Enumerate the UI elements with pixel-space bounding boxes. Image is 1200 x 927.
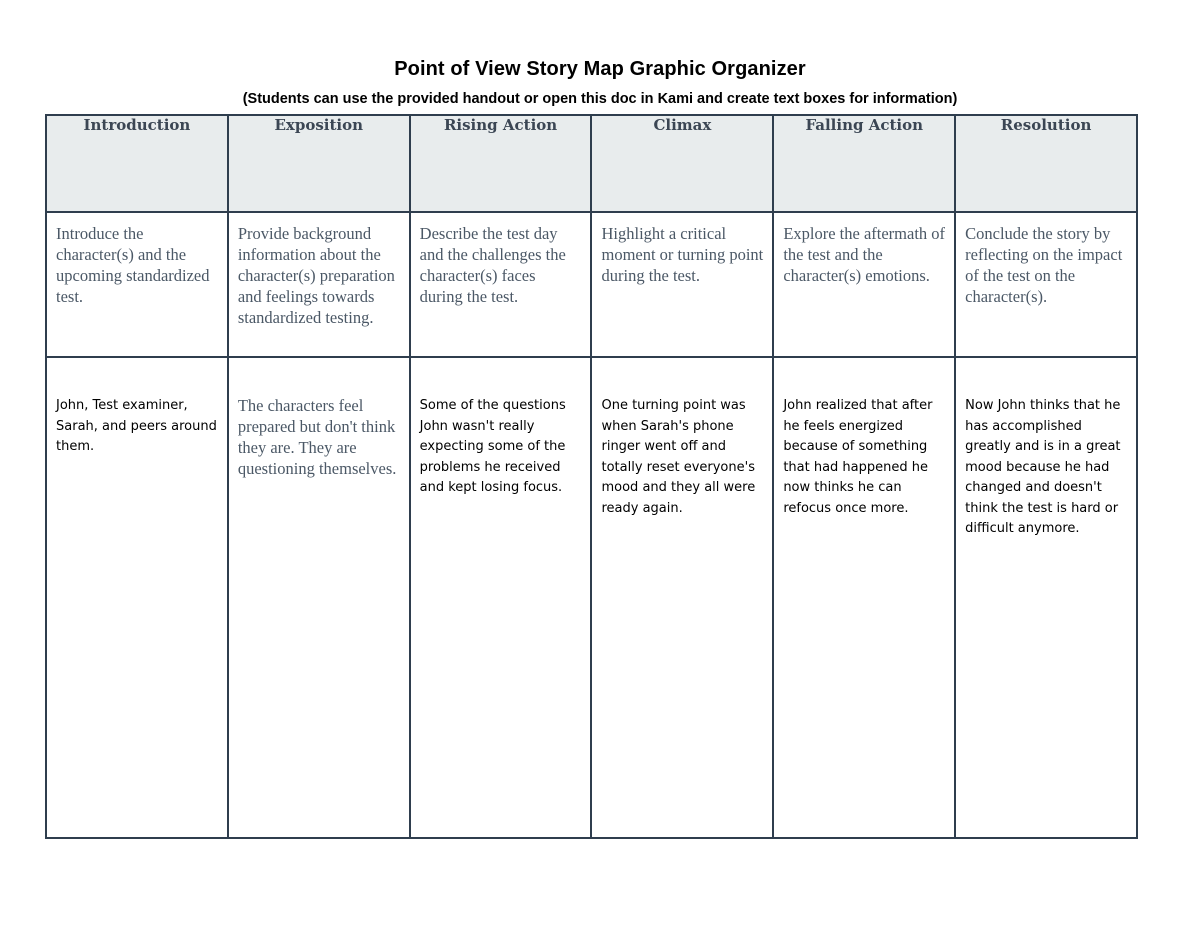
prompt-text: Introduce the character(s) and the upcoming standardized test.: [56, 224, 210, 306]
answer-cell-introduction[interactable]: [46, 357, 228, 838]
answer-row: [46, 357, 1137, 838]
prompt-row: [46, 212, 1137, 357]
prompt-text: Describe the test day and the challenges the character(s) faces during the test.: [419, 224, 566, 306]
answer-text: John realized that after he feels energized because of something that had happened he now thinks he can refocus once more.: [783, 398, 933, 516]
prompt-cell-introduction: [46, 212, 228, 357]
header-exposition: Exposition: [228, 115, 410, 212]
prompt-text: Conclude the story by reflecting on the impact of the test on the character(s).: [965, 224, 1123, 306]
answer-cell-resolution[interactable]: [955, 357, 1137, 838]
story-map-table: [45, 114, 1138, 839]
prompt-cell-falling-action: [773, 212, 955, 357]
header-climax: Climax: [591, 115, 773, 212]
page-subtitle: (Students can use the provided handout or open this doc in Kami and create text boxes for information): [242, 91, 958, 107]
prompt-text: Provide background information about the character(s) preparation and feelings towards standardized testing.: [237, 224, 395, 327]
answer-text: John, Test examiner, Sarah, and peers around them.: [56, 398, 217, 454]
prompt-cell-exposition: [228, 212, 410, 357]
header-falling-action: Falling Action: [773, 115, 955, 212]
header-resolution: Resolution: [955, 115, 1137, 212]
answer-text: The characters feel prepared but don't think they are. They are questioning themselves.: [237, 396, 397, 478]
prompt-cell-rising-action: [410, 212, 592, 357]
header-rising-action: Rising Action: [410, 115, 592, 212]
prompt-cell-resolution: [955, 212, 1137, 357]
header-introduction: Introduction: [46, 115, 228, 212]
answer-cell-exposition[interactable]: [228, 357, 410, 838]
header-row: [46, 115, 1137, 212]
prompt-cell-climax: [591, 212, 773, 357]
answer-text: One turning point was when Sarah's phone ringer went off and totally reset everyone's mood and they all were ready again.: [601, 398, 756, 516]
answer-text: Some of the questions John wasn't really expecting some of the problems he received and kept losing focus.: [419, 398, 566, 495]
prompt-text: Explore the aftermath of the test and the character(s) emotions.: [783, 224, 946, 285]
answer-text: Now John thinks that he has accomplished greatly and is in a great mood because he had changed and doesn't think the test is hard or difficult anymore.: [965, 398, 1121, 536]
prompt-text: Highlight a critical moment or turning point during the test.: [601, 224, 764, 285]
page-title: Point of View Story Map Graphic Organizer: [394, 58, 806, 80]
answer-cell-rising-action[interactable]: [410, 357, 592, 838]
answer-cell-climax[interactable]: [591, 357, 773, 838]
answer-cell-falling-action[interactable]: [773, 357, 955, 838]
